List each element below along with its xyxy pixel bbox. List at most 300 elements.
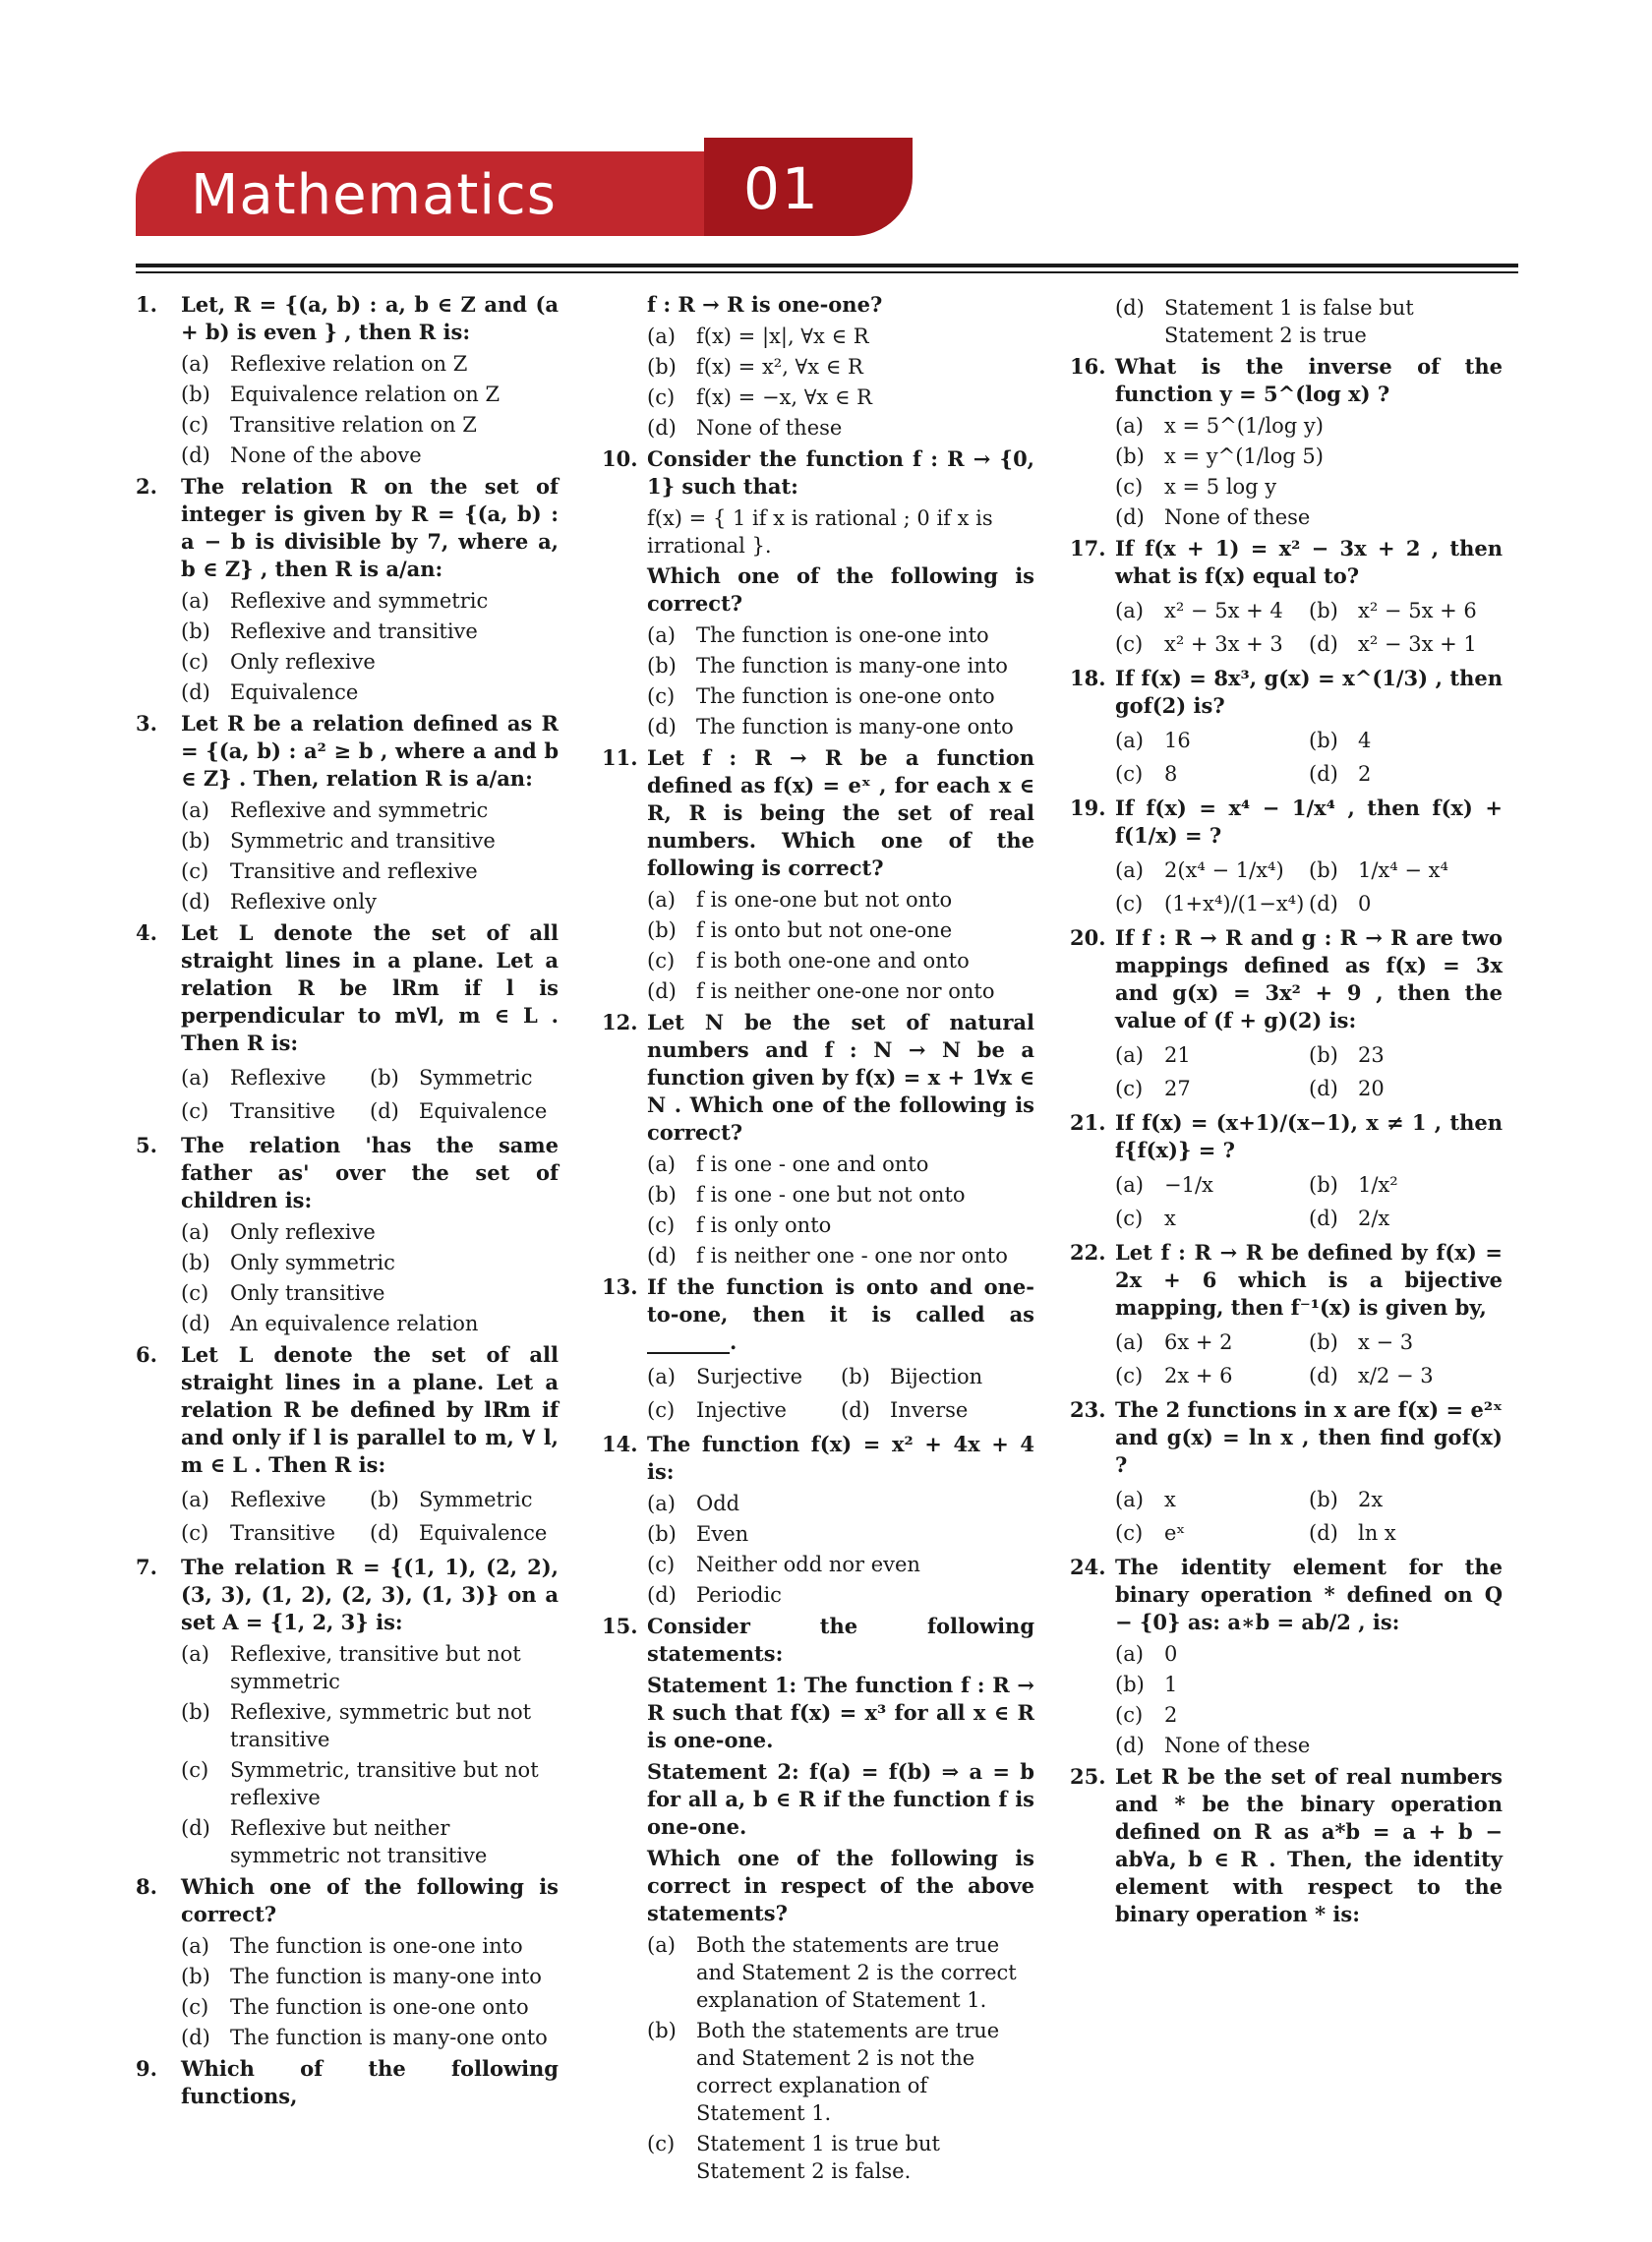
option-d — [647, 1581, 1034, 1609]
option-text: 21 — [1164, 1043, 1191, 1067]
question-2 — [136, 473, 559, 706]
option-text: 2(x⁴ − 1/x⁴) — [1164, 858, 1284, 882]
option-b — [370, 1064, 559, 1092]
header-rule-thin — [136, 271, 1518, 273]
question-number: 6. — [136, 1342, 157, 1367]
option-label: (d) — [181, 890, 210, 914]
question-number: 12. — [602, 1010, 638, 1034]
option-d — [647, 977, 1034, 1005]
option-text: f is only onto — [696, 1213, 832, 1237]
question-number: 3. — [136, 711, 157, 736]
option-text: Odd — [696, 1492, 740, 1515]
option-text: Transitive — [230, 1521, 336, 1545]
question-number: 2. — [136, 474, 157, 499]
option-label: (b) — [181, 620, 210, 643]
option-text: Periodic — [696, 1583, 782, 1607]
option-label: (a) — [1115, 1330, 1144, 1354]
chapter-header — [136, 138, 913, 236]
option-text: 8 — [1164, 762, 1178, 786]
option-text: 0 — [1358, 892, 1372, 915]
option-b — [1309, 1041, 1503, 1069]
option-label: (a) — [181, 352, 209, 376]
option-text: f is one - one and onto — [696, 1152, 929, 1176]
option-label: (b) — [647, 1183, 677, 1207]
option-d — [841, 1396, 1034, 1424]
option-b — [647, 1181, 1034, 1209]
option-b — [181, 1698, 559, 1753]
option-a — [181, 796, 559, 824]
option-b — [1309, 727, 1503, 754]
question-3 — [136, 710, 559, 915]
option-c — [181, 1756, 559, 1811]
option-c — [647, 2130, 1034, 2185]
option-text: 1/x² — [1358, 1173, 1398, 1197]
option-text: x² − 5x + 6 — [1358, 599, 1477, 622]
option-c — [181, 648, 559, 676]
option-label: (c) — [1115, 892, 1144, 915]
option-c — [647, 1551, 1034, 1578]
option-label: (d) — [1115, 505, 1145, 529]
option-text: x/2 − 3 — [1358, 1364, 1434, 1387]
option-label: (c) — [181, 1758, 209, 1782]
question-text: Let f : R → R be defined by f(x) = 2x + 6 which is a bijective mapping, then f⁻¹(x) is given by, — [1115, 1240, 1503, 1320]
option-text: Equivalence relation on Z — [230, 383, 501, 406]
option-text: The function is many-one into — [230, 1965, 542, 1988]
option-text: Transitive and reflexive — [230, 859, 478, 883]
option-text: Surjective — [696, 1365, 803, 1388]
question-20 — [1070, 924, 1503, 1105]
option-text: 2x — [1358, 1488, 1384, 1511]
option-text: x² − 5x + 4 — [1164, 599, 1283, 622]
option-b — [647, 916, 1034, 944]
option-text: eˣ — [1164, 1521, 1186, 1545]
option-b — [181, 618, 559, 645]
option-label: (d) — [181, 443, 210, 467]
option-text: The function is one-one into — [230, 1934, 523, 1958]
question-24 — [1070, 1554, 1503, 1759]
option-text: f(x) = |x|, ∀x ∈ R — [696, 324, 869, 348]
option-text: x − 3 — [1358, 1330, 1414, 1354]
option-a — [647, 1363, 841, 1390]
question-text: Let, R = {(a, b) : a, b ∈ Z and (a + b) is even } , then R is: — [181, 292, 559, 344]
question-text: Let f : R → R be a function defined as f(x) = eˣ , for each x ∈ R, R is being the set of real numbers. Which one of the following is correct? — [647, 745, 1034, 880]
option-c — [647, 1211, 1034, 1239]
option-label: (a) — [647, 1152, 676, 1176]
option-text: x = y^(1/log 5) — [1164, 444, 1324, 468]
question-15 — [602, 1613, 1034, 2185]
option-b — [1115, 1671, 1503, 1698]
option-d — [647, 414, 1034, 442]
option-label: (a) — [1115, 1173, 1144, 1197]
option-text: f is neither one - one nor onto — [696, 1244, 1008, 1268]
option-label: (d) — [1115, 1734, 1145, 1757]
option-label: (a) — [647, 623, 676, 647]
column-1 — [136, 291, 559, 2114]
option-text: Both the statements are true and Statement 2 is not the correct explanation of Statement 1. — [696, 2019, 1000, 2125]
question-text: What is the inverse of the function y = 5^(log x) ? — [1115, 354, 1503, 406]
question-text-2: Which one of the following is correct in respect of the above statements? — [647, 1846, 1034, 1925]
option-text: The function is many-one onto — [696, 715, 1014, 738]
question-number: 21. — [1070, 1110, 1106, 1135]
option-label: (d) — [1309, 1364, 1338, 1387]
option-a — [181, 1218, 559, 1246]
option-label: (d) — [647, 715, 677, 738]
option-label: (b) — [1309, 1043, 1338, 1067]
option-c — [1115, 1701, 1503, 1729]
option-label: (a) — [181, 798, 209, 822]
option-c — [1115, 1362, 1309, 1389]
option-b — [647, 353, 1034, 381]
question-number: 5. — [136, 1133, 157, 1157]
statement-2: Statement 2: f(a) = f(b) ⇒ a = b for all a, b ∈ R if the function f is one-one. — [647, 1759, 1034, 1839]
option-a — [181, 350, 559, 378]
option-label: (b) — [370, 1066, 399, 1090]
question-text: If f(x) = (x+1)/(x−1), x ≠ 1 , then f{f(x)} = ? — [1115, 1110, 1503, 1162]
option-label: (c) — [1115, 1703, 1144, 1727]
option-text: Symmetric — [419, 1066, 533, 1090]
option-b — [1309, 597, 1503, 624]
option-label: (c) — [181, 1099, 209, 1123]
option-text: Symmetric and transitive — [230, 829, 496, 853]
option-a — [1115, 1640, 1503, 1668]
option-label: (a) — [1115, 729, 1144, 752]
option-label: (a) — [181, 1066, 209, 1090]
option-label: (b) — [1115, 1673, 1145, 1696]
question-number: 9. — [136, 2056, 157, 2081]
option-d — [1309, 1075, 1503, 1102]
option-c — [1115, 890, 1309, 917]
option-text: x — [1164, 1488, 1176, 1511]
option-label: (a) — [181, 589, 209, 613]
option-text: x² − 3x + 1 — [1358, 632, 1477, 656]
option-c — [647, 947, 1034, 974]
question-9 — [136, 2055, 559, 2110]
option-text: Reflexive but neither symmetric not transitive — [230, 1816, 488, 1867]
question-12 — [602, 1009, 1034, 1269]
option-label: (c) — [1115, 1364, 1144, 1387]
question-6 — [136, 1341, 559, 1550]
option-label: (d) — [370, 1521, 399, 1545]
option-label: (d) — [1309, 1077, 1338, 1100]
option-text: Only transitive — [230, 1281, 385, 1305]
option-a — [647, 1931, 1034, 2014]
question-number: 1. — [136, 292, 157, 317]
option-label: (c) — [647, 1398, 676, 1422]
option-c — [1115, 1205, 1309, 1232]
question-14 — [602, 1431, 1034, 1609]
option-a — [181, 587, 559, 615]
option-b — [1309, 856, 1503, 884]
option-text: The function is many-one onto — [230, 2026, 548, 2049]
option-label: (a) — [181, 1934, 209, 1958]
option-label: (c) — [1115, 632, 1144, 656]
option-a — [1115, 1041, 1309, 1069]
question-9-continued — [602, 291, 1034, 442]
option-b — [181, 381, 559, 408]
question-number: 4. — [136, 920, 157, 945]
question-text: If f(x) = x⁴ − 1/x⁴ , then f(x) + f(1/x) = ? — [1115, 796, 1503, 848]
option-text: 1/x⁴ − x⁴ — [1358, 858, 1448, 882]
option-text: f is both one-one and onto — [696, 949, 970, 973]
option-label: (b) — [1115, 444, 1145, 468]
option-a — [647, 323, 1034, 350]
option-d — [181, 678, 559, 706]
option-label: (a) — [181, 1488, 209, 1511]
option-c — [647, 1396, 841, 1424]
option-a — [1115, 412, 1503, 440]
question-number: 25. — [1070, 1764, 1106, 1789]
option-d — [181, 1310, 559, 1337]
option-text: Reflexive and transitive — [230, 620, 478, 643]
option-d — [1309, 1362, 1503, 1389]
header-rule — [136, 264, 1518, 267]
option-text: Only symmetric — [230, 1251, 395, 1274]
option-label: (b) — [370, 1488, 399, 1511]
option-label: (a) — [647, 1933, 676, 1957]
option-a — [1115, 727, 1309, 754]
question-number: 14. — [602, 1432, 638, 1456]
option-label: (c) — [647, 949, 676, 973]
option-label: (a) — [1115, 1642, 1144, 1666]
question-13 — [602, 1273, 1034, 1427]
option-text: None of these — [1164, 505, 1311, 529]
question-text: If f(x) = 8x³, g(x) = x^(1/3) , then gof(2) is? — [1115, 666, 1503, 718]
question-text: The identity element for the binary operation * defined on Q − {0} as: a∗b = ab/2 , is: — [1115, 1555, 1503, 1634]
option-label: (b) — [181, 383, 210, 406]
question-4 — [136, 919, 559, 1128]
option-text: Reflexive, transitive but not symmetric — [230, 1642, 521, 1693]
question-number: 10. — [602, 446, 638, 471]
option-text: Even — [696, 1522, 749, 1546]
option-text: f(x) = x², ∀x ∈ R — [696, 355, 863, 379]
option-label: (a) — [647, 324, 676, 348]
option-label: (d) — [1309, 632, 1338, 656]
option-label: (a) — [1115, 1043, 1144, 1067]
question-21 — [1070, 1109, 1503, 1235]
question-text: The relation 'has the same father as' over the set of children is: — [181, 1133, 559, 1212]
question-text: Let R be a relation defined as R = {(a, b) : a² ≥ b , where a and b ∈ Z} . Then, relation R is a/an: — [181, 711, 559, 791]
option-d — [647, 713, 1034, 740]
option-label: (d) — [1309, 1521, 1338, 1545]
question-number: 22. — [1070, 1240, 1106, 1265]
question-number: 17. — [1070, 536, 1106, 560]
option-d — [181, 442, 559, 469]
option-text: Reflexive — [230, 1066, 326, 1090]
option-label: (d) — [647, 416, 677, 440]
option-label: (a) — [647, 1365, 676, 1388]
question-text: Which of the following functions, — [181, 2056, 559, 2108]
option-label: (d) — [181, 2026, 210, 2049]
option-label: (c) — [1115, 1077, 1144, 1100]
option-b — [647, 652, 1034, 679]
option-d — [1309, 1205, 1503, 1232]
option-label: (b) — [647, 918, 677, 942]
option-label: (b) — [1309, 1173, 1338, 1197]
option-text: 2x + 6 — [1164, 1364, 1233, 1387]
question-19 — [1070, 795, 1503, 920]
option-text: 2 — [1358, 762, 1372, 786]
option-b — [181, 1963, 559, 1990]
option-d — [1115, 294, 1503, 349]
option-b — [1309, 1486, 1503, 1513]
question-number: 13. — [602, 1274, 638, 1299]
question-23 — [1070, 1396, 1503, 1550]
option-label: (d) — [841, 1398, 870, 1422]
question-number: 8. — [136, 1874, 157, 1899]
option-a — [181, 1064, 370, 1092]
option-label: (b) — [1309, 599, 1338, 622]
option-text: 0 — [1164, 1642, 1178, 1666]
question-number: 7. — [136, 1555, 157, 1579]
option-text: Transitive — [230, 1099, 336, 1123]
option-d — [370, 1097, 559, 1125]
question-17 — [1070, 535, 1503, 661]
option-a — [1115, 1328, 1309, 1356]
option-label: (c) — [1115, 475, 1144, 499]
option-c — [181, 1519, 370, 1547]
option-text: Reflexive relation on Z — [230, 352, 468, 376]
option-text: 27 — [1164, 1077, 1191, 1100]
column-3 — [1070, 291, 1503, 1932]
question-number: 18. — [1070, 666, 1106, 690]
question-8 — [136, 1873, 559, 2051]
option-text: f is one - one but not onto — [696, 1183, 966, 1207]
option-text: Reflexive and symmetric — [230, 589, 489, 613]
option-text: ln x — [1358, 1521, 1396, 1545]
question-text: If f : R → R and g : R → R are two mappings defined as f(x) = 3x and g(x) = 3x² + 9 , then the value of (f + g)(2) is: — [1115, 925, 1503, 1032]
option-text: Inverse — [890, 1398, 969, 1422]
option-b — [841, 1363, 1034, 1390]
option-text: x² + 3x + 3 — [1164, 632, 1283, 656]
question-text: The function f(x) = x² + 4x + 4 is: — [647, 1432, 1034, 1484]
option-b — [181, 1249, 559, 1276]
option-text: Only reflexive — [230, 1220, 376, 1244]
title-banner — [136, 151, 726, 236]
question-5 — [136, 1132, 559, 1337]
option-b — [647, 2017, 1034, 2127]
chapter-number-box — [704, 138, 913, 236]
option-text: 20 — [1358, 1077, 1385, 1100]
option-d — [1309, 760, 1503, 788]
page-title: Mathematics — [191, 163, 557, 227]
option-b — [181, 827, 559, 855]
question-number: 16. — [1070, 354, 1106, 379]
option-label: (c) — [647, 1553, 676, 1576]
column-2 — [602, 291, 1034, 2189]
option-a — [647, 621, 1034, 649]
option-text: Reflexive, symmetric but not transitive — [230, 1700, 532, 1751]
option-label: (d) — [647, 1244, 677, 1268]
question-number: 20. — [1070, 925, 1106, 950]
option-text: Injective — [696, 1398, 787, 1422]
option-label: (d) — [181, 1816, 210, 1840]
option-label: (c) — [181, 1281, 209, 1305]
piecewise-expression: f(x) = { 1 if x is rational ; 0 if x is irrational }. — [647, 506, 993, 558]
option-text: Equivalence — [230, 680, 359, 704]
option-label: (a) — [181, 1220, 209, 1244]
question-text: Let R be the set of real numbers and * be the binary operation defined on R as a*b = a + b − ab∀a, b ∈ R . Then, the identity element with respect to the binary operation * is: — [1115, 1764, 1503, 1926]
option-text: 16 — [1164, 729, 1191, 752]
option-text: f is onto but not one-one — [696, 918, 953, 942]
option-label: (d) — [181, 680, 210, 704]
question-text: Let N be the set of natural numbers and f : N → N be a function given by f(x) = x + 1∀x ∈ N . Which one of the following is correct? — [647, 1010, 1034, 1145]
question-number: 11. — [602, 745, 638, 770]
question-25 — [1070, 1763, 1503, 1928]
option-d — [647, 1242, 1034, 1269]
question-text: Let L denote the set of all straight lines in a plane. Let a relation R be lRm if l is perpendicular to m∀l, m ∈ L . Then R is: — [181, 920, 559, 1055]
option-label: (a) — [1115, 414, 1144, 438]
option-c — [1115, 630, 1309, 658]
option-label: (d) — [647, 979, 677, 1003]
option-label: (c) — [181, 859, 209, 883]
option-label: (d) — [370, 1099, 399, 1123]
option-label: (a) — [1115, 858, 1144, 882]
option-label: (b) — [181, 829, 210, 853]
option-label: (d) — [181, 1312, 210, 1335]
option-text: x — [1164, 1207, 1176, 1230]
option-c — [1115, 473, 1503, 501]
option-label: (b) — [647, 2019, 677, 2042]
option-a — [1115, 597, 1309, 624]
option-text: 2/x — [1358, 1207, 1390, 1230]
option-label: (b) — [647, 1522, 677, 1546]
question-text: If the function is onto and one-to-one, then it is called as ________. — [647, 1274, 1034, 1354]
question-text-continued: f : R → R is one-one? — [647, 292, 883, 317]
option-text: Equivalence — [419, 1099, 548, 1123]
option-label: (c) — [181, 413, 209, 437]
option-text: Reflexive — [230, 1488, 326, 1511]
option-label: (b) — [181, 1700, 210, 1724]
option-text: None of the above — [230, 443, 422, 467]
option-d — [1115, 1732, 1503, 1759]
option-text: None of these — [1164, 1734, 1311, 1757]
question-1 — [136, 291, 559, 469]
option-b — [370, 1486, 559, 1513]
option-label: (c) — [647, 1213, 676, 1237]
question-number: 24. — [1070, 1555, 1106, 1579]
question-text: The relation R = {(1, 1), (2, 2), (3, 3), (1, 2), (2, 3), (1, 3)} on a set A = {1, 2, 3} is: — [181, 1555, 559, 1634]
option-label: (b) — [841, 1365, 870, 1388]
option-label: (a) — [181, 1642, 209, 1666]
option-d — [1115, 503, 1503, 531]
option-c — [181, 1993, 559, 2021]
option-text: 4 — [1358, 729, 1372, 752]
question-text: The relation R on the set of integer is given by R = {(a, b) : a − b is divisible by 7, where a, b ∈ Z} , then R is a/an: — [181, 474, 559, 581]
option-b — [1309, 1171, 1503, 1199]
option-d — [1309, 1519, 1503, 1547]
option-label: (d) — [1115, 296, 1145, 320]
option-label: (c) — [1115, 1207, 1144, 1230]
option-label: (b) — [1309, 858, 1338, 882]
option-b — [1115, 442, 1503, 470]
option-text: 2 — [1164, 1703, 1178, 1727]
question-10 — [602, 445, 1034, 740]
option-label: (c) — [647, 385, 676, 409]
question-number: 23. — [1070, 1397, 1106, 1422]
option-label: (d) — [1309, 1207, 1338, 1230]
option-c — [181, 1279, 559, 1307]
option-text: (1+x⁴)/(1−x⁴) — [1164, 892, 1305, 915]
option-text: Statement 1 is false but Statement 2 is true — [1164, 296, 1414, 347]
question-text: Consider the function f : R → {0, 1} such that: — [647, 446, 1034, 499]
option-text: x = 5^(1/log y) — [1164, 414, 1324, 438]
option-label: (c) — [181, 1995, 209, 2019]
option-d — [181, 888, 559, 915]
question-16 — [1070, 353, 1503, 531]
question-text: Which one of the following is correct? — [181, 1874, 559, 1926]
option-a — [181, 1640, 559, 1695]
option-text: f(x) = −x, ∀x ∈ R — [696, 385, 872, 409]
